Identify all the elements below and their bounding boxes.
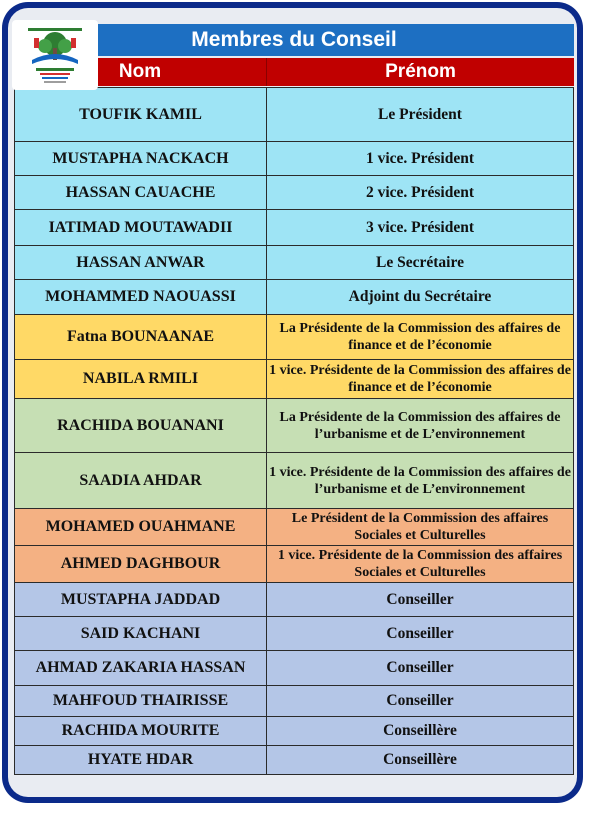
member-name: AHMED DAGHBOUR — [15, 546, 267, 583]
table-row — [15, 280, 574, 315]
member-name: NABILA RMILI — [15, 360, 267, 399]
table-row — [15, 142, 574, 176]
table-row — [15, 315, 574, 360]
member-name: SAID KACHANI — [15, 617, 267, 651]
member-name: HASSAN CAUACHE — [15, 176, 267, 210]
member-name: MUSTAPHA JADDAD — [15, 583, 267, 617]
member-role: Le Président de la Commission des affaires Sociales et Culturelles — [267, 509, 574, 546]
table-row — [15, 746, 574, 775]
members-table — [14, 87, 574, 775]
table-row — [15, 360, 574, 399]
member-role: Conseiller — [267, 651, 574, 686]
column-header-role: Prénom — [385, 61, 456, 82]
member-role: Conseiller — [267, 583, 574, 617]
member-name: Fatna BOUNAANAE — [15, 315, 267, 360]
member-role: 1 vice. Présidente de la Commission des affaires Sociales et Culturelles — [267, 546, 574, 583]
member-role: Conseillère — [267, 717, 574, 746]
member-name: RACHIDA MOURITE — [15, 717, 267, 746]
member-role: 1 vice. Présidente de la Commission des affaires de l’urbanisme et de L’environnement — [267, 453, 574, 509]
table-row — [15, 509, 574, 546]
table-row — [15, 717, 574, 746]
member-role: La Présidente de la Commission des affaires de l’urbanisme et de L’environnement — [267, 399, 574, 453]
table-row — [15, 686, 574, 717]
member-role: Conseillère — [267, 746, 574, 775]
member-role: 1 vice. Présidente de la Commission des affaires de finance et de l’économie — [267, 360, 574, 399]
member-role: La Présidente de la Commission des affaires de finance et de l’économie — [267, 315, 574, 360]
table-row — [15, 399, 574, 453]
member-role: 3 vice. Président — [267, 210, 574, 246]
member-name: RACHIDA BOUANANI — [15, 399, 267, 453]
municipality-logo-icon — [12, 20, 98, 90]
member-name: MUSTAPHA NACKACH — [15, 142, 267, 176]
member-role: Le Président — [267, 88, 574, 142]
table-row — [15, 546, 574, 583]
table-row — [15, 210, 574, 246]
table-row — [15, 246, 574, 280]
member-role: Conseiller — [267, 686, 574, 717]
member-name: AHMAD ZAKARIA HASSAN — [15, 651, 267, 686]
table-row — [15, 453, 574, 509]
member-role: Conseiller — [267, 617, 574, 651]
member-name: TOUFIK KAMIL — [15, 88, 267, 142]
member-role: Le Secrétaire — [267, 246, 574, 280]
table-row — [15, 583, 574, 617]
table-row — [15, 88, 574, 142]
member-role: Adjoint du Secrétaire — [267, 280, 574, 315]
member-name: HASSAN ANWAR — [15, 246, 267, 280]
member-name: IATIMAD MOUTAWADII — [15, 210, 267, 246]
page-title: Membres du Conseil — [14, 24, 574, 56]
member-name: MOHAMMED NAOUASSI — [15, 280, 267, 315]
member-name: MOHAMED OUAHMANE — [15, 509, 267, 546]
member-name: SAADIA AHDAR — [15, 453, 267, 509]
member-role: 1 vice. Président — [267, 142, 574, 176]
table-row — [15, 176, 574, 210]
column-header-name: Nom — [14, 58, 267, 86]
table-header — [14, 58, 574, 86]
table-row — [15, 617, 574, 651]
member-name: MAHFOUD THAIRISSE — [15, 686, 267, 717]
table-row — [15, 651, 574, 686]
member-role: 2 vice. Président — [267, 176, 574, 210]
member-name: HYATE HDAR — [15, 746, 267, 775]
